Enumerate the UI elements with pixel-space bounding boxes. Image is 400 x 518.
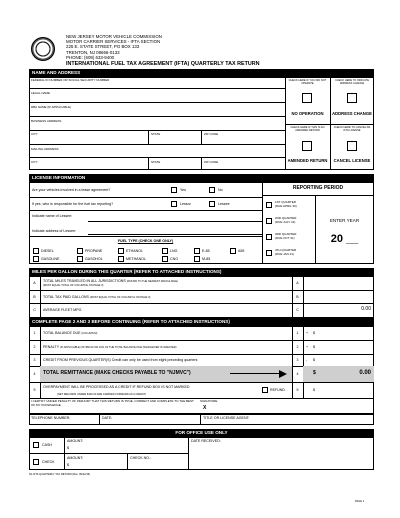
cash-label: CASH <box>42 443 52 447</box>
section-bar-name-address: NAME AND ADDRESS <box>29 69 374 77</box>
agency-line: PHONE: (609) 633-9400 <box>66 54 115 60</box>
state-label: STATE <box>151 132 161 136</box>
signature-field[interactable] <box>209 398 374 413</box>
lessee-address-field[interactable] <box>88 222 262 235</box>
city-label: CITY <box>31 132 38 136</box>
mailing-address-label: MAILING ADDRESS <box>31 147 59 151</box>
address-change-hint: CHECK HERE TO INDICATE ADDRESS CHANGE <box>335 79 369 86</box>
lease-yes-label: Yes <box>180 188 186 192</box>
lease-question: Are your vehicles involved in a lease agreement? <box>32 188 111 192</box>
row-5-dollar: $ <box>313 388 315 392</box>
zip-label: ZIP CODE <box>204 132 219 136</box>
cash-checkbox[interactable] <box>33 442 39 448</box>
signature-x: X <box>203 405 207 411</box>
credit-label: CREDIT FROM PREVIOUS QUARTER(S) Credit can only be used from eight preceding quarters <box>43 358 198 362</box>
miles-c-label: AVERAGE FLEET MPG <box>43 308 82 312</box>
fein-field[interactable] <box>29 77 285 89</box>
state-seal <box>31 37 55 61</box>
check-no-label: CHECK NO.: <box>130 456 151 460</box>
miles-code-b: B <box>296 295 299 299</box>
row-1-sign: + <box>306 331 309 335</box>
fuel-a55-label: A55 <box>238 249 245 253</box>
fuel-e85-label: E-85 <box>202 249 210 253</box>
amount2-dollar: $ <box>67 463 69 467</box>
no-operation-checkbox[interactable] <box>302 93 312 103</box>
fuel-m85-label: M-85 <box>202 257 211 261</box>
mailing-address-field[interactable] <box>29 145 285 158</box>
lessee-address-label: Indicate address of Lessee: <box>32 229 76 233</box>
year-field[interactable]: 20 __ <box>330 233 359 245</box>
no-operation-label: NO OPERATION <box>291 111 324 116</box>
fuel-ethanol-label: ETHANOL <box>126 249 143 253</box>
row-3-number: 3 <box>33 358 36 362</box>
quarter-3-due: (DUE OCT 31) <box>275 236 295 240</box>
agency-block <box>66 34 216 60</box>
quarter-1-label: 1ST QUARTER <box>275 200 296 204</box>
row-2-code: 2 <box>296 345 299 349</box>
quarter-4-checkbox[interactable] <box>266 250 272 256</box>
amount2-label: AMOUNT: <box>67 456 84 460</box>
fuel-methanol-checkbox[interactable] <box>118 256 124 262</box>
total-remittance-value: 0.00 <box>359 370 371 376</box>
section-bar-office: FOR OFFICE USE ONLY <box>29 429 374 437</box>
lessor-checkbox[interactable] <box>171 201 177 207</box>
miles-a-note: (MUST EQUAL TOTAL OF COLUMN E ON PAGE 3) <box>43 284 104 287</box>
lessee-checkbox[interactable] <box>209 201 215 207</box>
fuel-gasoline-checkbox[interactable] <box>33 256 39 262</box>
fuel-cng-label: CNG <box>170 257 178 261</box>
telephone-label: TELEPHONE NUMBER: <box>31 416 71 420</box>
fuel-diesel-checkbox[interactable] <box>33 248 39 254</box>
certify-text: I CERTIFY UNDER PENALTY OF PERJURY THAT THIS RETURN IS TRUE, CORRECT AND COMPLETE TO THE BEST OF MY KNOWLEDGE <box>31 399 194 407</box>
miles-letter-b: B <box>33 295 36 299</box>
legal-name-label: LEGAL NAME <box>31 91 51 95</box>
agency-line: 225 E. STATE STREET, PO BOX 133 <box>66 44 140 50</box>
fuel-gasohol-checkbox[interactable] <box>77 256 83 262</box>
lessee-label: Lessee <box>218 202 230 206</box>
section-bar-miles: MILES PER GALLON DURING THIS QUARTER (REFER TO ATTACHED INSTRUCTIONS) <box>29 268 374 276</box>
form-id: NJ-IFTA QUARTERLY TAX RETURN (Rev. 09/12/16) <box>29 473 91 476</box>
fuel-propane-checkbox[interactable] <box>77 248 83 254</box>
quarter-2-label: 2ND QUARTER <box>275 216 297 220</box>
quarter-3-checkbox[interactable] <box>266 234 272 240</box>
dba-field[interactable] <box>29 103 285 117</box>
title-agent-label: TITLE OR LICENSE AGENT: <box>203 416 250 420</box>
address-change-checkbox[interactable] <box>347 93 357 103</box>
no-operation-hint: CHECK HERE IF YOU DID NOT OPERATE <box>288 79 327 86</box>
cancel-label: CANCEL LICENSE <box>333 158 371 163</box>
date-label: DATE: <box>102 416 113 420</box>
legal-name-field[interactable] <box>29 89 285 103</box>
amended-checkbox[interactable] <box>302 141 312 151</box>
row-3-dollar: $ <box>313 358 315 362</box>
lease-yes-checkbox[interactable] <box>171 187 177 193</box>
agency-line: NEW JERSEY MOTOR VEHICLE COMMISSION <box>66 34 162 39</box>
cancel-checkbox[interactable] <box>347 141 357 151</box>
city2-label: CITY <box>31 160 38 164</box>
amended-label: AMENDED RETURN <box>287 158 328 163</box>
date-received-label: DATE RECEIVED: <box>191 439 221 443</box>
state2-label: STATE <box>151 160 161 164</box>
quarter-4-due: (DUE JAN 31) <box>275 252 295 256</box>
miles-code-c: C <box>296 308 299 312</box>
row-4-code: 4 <box>296 372 299 376</box>
refund-checkbox[interactable] <box>262 387 268 393</box>
quarter-2-due: (DUE JULY 31) <box>275 220 296 224</box>
form-title: INTERNATIONAL FUEL TAX AGREEMENT (IFTA) QUARTERLY TAX RETURN <box>66 61 260 67</box>
row-1-code: 1 <box>296 331 299 335</box>
miles-code-a: A <box>296 281 299 285</box>
section-bar-complete: COMPLETE PAGE 2 AND 3 BEFORE CONTINUING (REFER TO ATTACHED INSTRUCTIONS) <box>29 318 374 326</box>
address-change-label: ADDRESS CHANGE <box>332 111 372 116</box>
amended-hint: CHECK HERE IF THIS IS AN AMENDED RETURN <box>290 126 325 133</box>
fuel-e85-checkbox[interactable] <box>194 248 200 254</box>
lease-no-checkbox[interactable] <box>209 187 215 193</box>
row-3-sign: - <box>306 358 308 362</box>
row-1-dollar: $ <box>313 331 315 335</box>
quarter-1-checkbox[interactable] <box>266 202 272 208</box>
miles-letter-a: A <box>33 281 36 285</box>
row-4-dollar: $ <box>313 370 316 376</box>
penalty-label: PENALTY (IF APPLICABLE) OF $50.00 OR 10% OF THE TOTAL BALANCE DUE (WHICHEVER IS GREATER) <box>43 345 177 349</box>
fuel-methanol-label: METHANOL <box>126 257 146 261</box>
row-5-code: 5 <box>296 388 299 392</box>
fuel-diesel-label: DIESEL <box>41 249 54 253</box>
enter-year-label: ENTER YEAR <box>329 218 360 223</box>
fuel-propane-label: PROPANE <box>85 249 103 253</box>
fuel-type-title: FUEL TYPE (CHECK ONE ONLY) <box>117 239 174 243</box>
business-address-field[interactable] <box>29 117 285 131</box>
refund-label: REFUND <box>270 388 285 392</box>
row-2-sign: + <box>306 345 309 349</box>
telephone-row-box <box>29 414 374 425</box>
fuel-gasoline-label: GASOLINE <box>41 257 60 261</box>
overpayment-note: (NET REFUNDS UNDER $100.00 ARE CARRIED FORWARD AS A CREDIT) <box>57 393 147 396</box>
signature-label: SIGNATURE: <box>200 399 219 403</box>
quarter-2-checkbox[interactable] <box>266 218 272 224</box>
lease-no-label: No <box>218 188 223 192</box>
lessor-label: Lessor <box>180 202 191 206</box>
dba-label: DBA NAME (IF APPLICABLE) <box>31 105 72 109</box>
lessee-name-label: Indicate name of Lessee: <box>32 214 73 218</box>
business-address-label: BUSINESS ADDRESS <box>31 119 62 123</box>
miles-b-label: TOTAL TAX PAID GALLONS (MUST EQUAL TOTAL OF COLUMN H ON PAGE 3) <box>43 295 151 299</box>
page-number: PAGE 1 <box>355 500 365 503</box>
quarter-3-label: 3RD QUARTER <box>275 232 297 236</box>
date-field[interactable] <box>100 414 200 425</box>
section-bar-license: LICENSE INFORMATION <box>29 174 374 182</box>
fuel-cng-checkbox[interactable] <box>162 256 168 262</box>
row-2-dollar: $ <box>313 345 315 349</box>
amount-dollar: $ <box>67 446 69 450</box>
overpayment-label: OVERPAYMENT WILL BE PROCESSED AS A CREDIT IF REFUND BOX IS NOT MARKED <box>43 385 190 389</box>
fein-label: FEDERAL ID NUMBER OR SOCIAL SECURITY NUMBER <box>31 78 110 82</box>
zip2-label: ZIP CODE <box>204 160 219 164</box>
row-1-number: 1 <box>33 331 36 335</box>
arrow-right-icon <box>279 370 287 378</box>
city-state-zip-field[interactable] <box>29 131 285 145</box>
quarter-1-due: (DUE APRIL 30) <box>275 204 297 208</box>
fuel-m85-checkbox[interactable] <box>194 256 200 262</box>
cancel-hint: CHECK HERE TO CANCEL AN IFTA LICENSE <box>333 126 371 133</box>
row-5-number: 5 <box>33 388 36 392</box>
reporting-period-title: REPORTING PERIOD <box>292 185 344 191</box>
fuel-a55-checkbox[interactable] <box>230 248 236 254</box>
responsible-question: If yes, who is responsible for the fuel tax reporting? <box>32 202 114 206</box>
fuel-lng-checkbox[interactable] <box>162 248 168 254</box>
fuel-ethanol-checkbox[interactable] <box>118 248 124 254</box>
agency-line: TRENTON, NJ 08666-0133 <box>66 49 120 55</box>
check-label: CHECK <box>42 460 55 464</box>
agency-line: MOTOR CARRIER SERVICES - IFTA SECTION <box>66 39 161 45</box>
amount-label: AMOUNT: <box>67 439 84 443</box>
miles-a-label: TOTAL MILES TRAVELED IN ALL JURISDICTIONS (ROUND TO THE NEAREST WHOLE MILE) <box>43 279 179 283</box>
check-checkbox[interactable] <box>33 459 39 465</box>
quarter-4-label: 4TH QUARTER <box>275 248 297 252</box>
row-2-number: 2 <box>33 345 36 349</box>
arrow-line <box>230 373 280 374</box>
miles-letter-c: C <box>33 308 36 312</box>
lessee-name-field[interactable] <box>88 210 262 222</box>
fuel-gasohol-label: GASOHOL <box>85 257 103 261</box>
total-balance-label: TOTAL BALANCE DUE (COLUMN M) <box>43 331 98 335</box>
total-remittance-label: TOTAL REMITTANCE (MAKE CHECKS PAYABLE TO "NJMVC") <box>43 370 191 376</box>
row-3-code: 3 <box>296 358 299 362</box>
average-mpg-value: 0.00 <box>361 306 371 312</box>
row-4-number: 4 <box>33 372 36 376</box>
fuel-lng-label: LNG <box>170 249 178 253</box>
